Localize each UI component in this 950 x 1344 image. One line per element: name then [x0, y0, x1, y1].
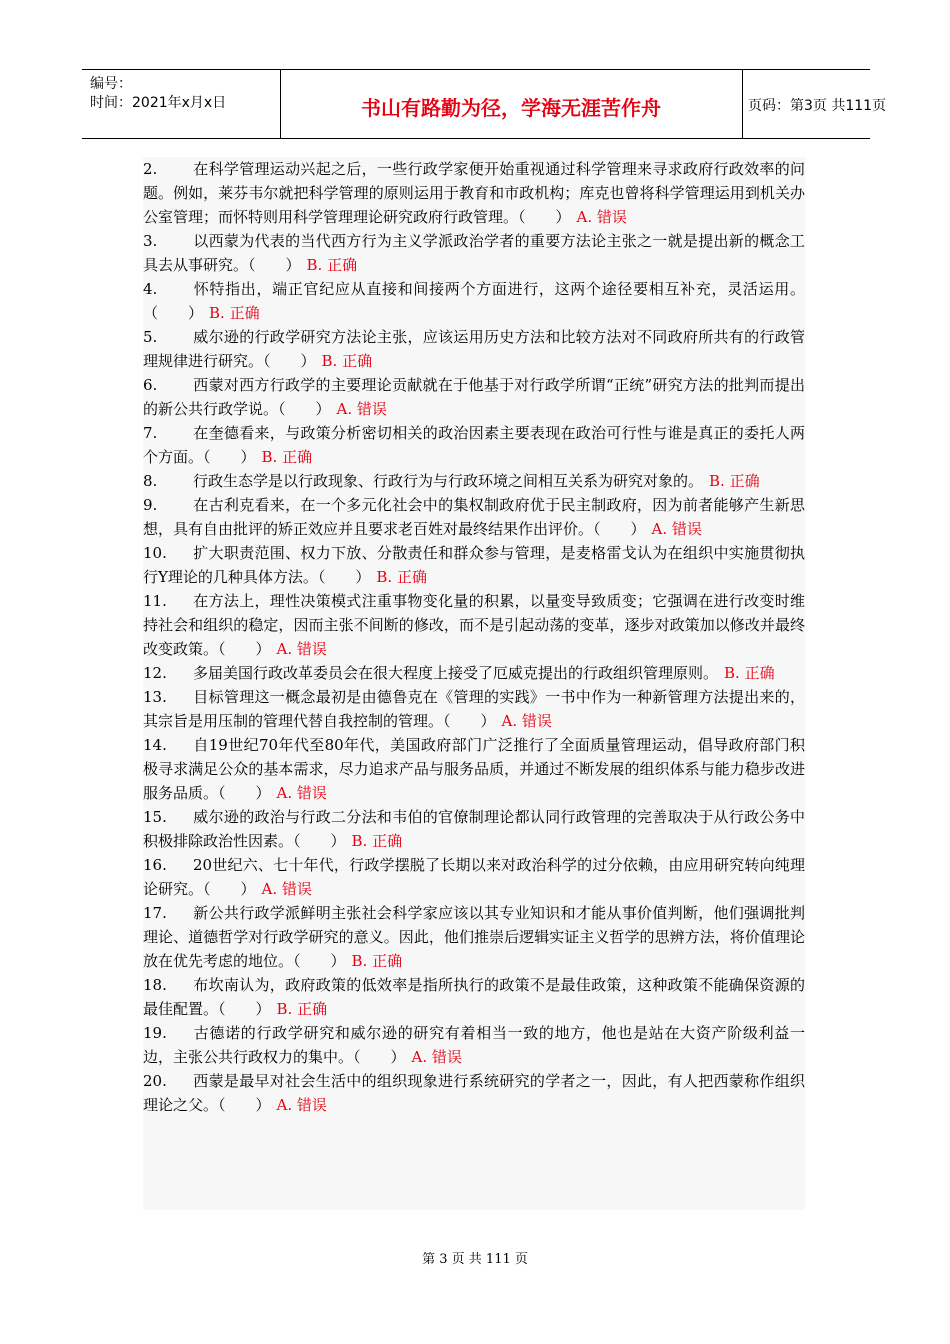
- answer-label: B. 正确: [351, 952, 403, 970]
- question-number: 14.: [143, 736, 167, 754]
- question-number: 3.: [143, 232, 158, 250]
- header-middle-cell: [280, 70, 743, 138]
- answer-label: A. 错误: [276, 640, 327, 658]
- answer-label: A. 错误: [261, 880, 312, 898]
- question-text: 西蒙是最早对社会生活中的组织现象进行系统研究的学者之一，因此，有人把西蒙称作组织理论之父。（ ）: [143, 1072, 805, 1114]
- answer-label: B. 正确: [709, 472, 760, 490]
- question-text: 扩大职责范围、权力下放、分散责任和群众参与管理，是麦格雷戈认为在组织中实施贯彻执行Y理论的几种具体方法。（ ）: [143, 544, 805, 586]
- answer-label: B. 正确: [351, 832, 403, 850]
- question-number: 16.: [143, 856, 167, 874]
- question-text: 威尔逊的政治与行政二分法和韦伯的官僚制理论都认同行政管理的完善取决于从行政公务中积极排除政治性因素。（ ）: [143, 808, 805, 850]
- answer-label: B. 正确: [276, 1000, 328, 1018]
- question-text: 以西蒙为代表的当代西方行为主义学派政治学者的重要方法论主张之一就是提出新的概念工具去从事研究。（ ）: [143, 232, 805, 274]
- question-item: [143, 589, 805, 661]
- header-left-cell: [82, 70, 281, 138]
- question-text: 怀特指出，端正官纪应从直接和间接两个方面进行，这两个途径要相互补充，灵活运用。（ ）: [143, 280, 805, 322]
- header-page-info: 页码：第3页 共111页: [748, 98, 887, 114]
- question-text: 多届美国行政改革委员会在很大程度上接受了厄威克提出的行政组织管理原则。: [193, 664, 719, 682]
- answer-label: A. 错误: [276, 784, 327, 802]
- question-text: 20世纪六、七十年代，行政学摆脱了长期以来对政治科学的过分依赖，由应用研究转向纯理论研究。（ ）: [143, 856, 805, 898]
- answer-label: B. 正确: [376, 568, 427, 586]
- answer-label: B. 正确: [724, 664, 775, 682]
- answer-label: B. 正确: [209, 304, 260, 322]
- question-number: 5.: [143, 328, 158, 346]
- answer-label: A. 错误: [651, 520, 702, 538]
- question-text: 自19世纪70年代至80年代，美国政府部门广泛推行了全面质量管理运动，倡导政府部门积极寻求满足公众的基本需求，尽力追求产品与服务品质，并通过不断发展的组织体系与能力稳步改进服务品质。（ ）: [143, 736, 805, 802]
- page-header: [82, 69, 887, 139]
- question-text: 在奎德看来，与政策分析密切相关的政治因素主要表现在政治可行性与谁是真正的委托人两个方面。（ ）: [143, 424, 805, 466]
- question-text: 古德诺的行政学研究和威尔逊的研究有着相当一致的地方，他也是站在大资产阶级利益一边，主张公共行政权力的集中。（ ）: [143, 1024, 805, 1066]
- question-item: [143, 325, 805, 373]
- question-number: 7.: [143, 424, 158, 442]
- question-number: 8.: [143, 472, 158, 490]
- header-right-cell: [742, 70, 887, 138]
- answer-label: A. 错误: [411, 1048, 462, 1066]
- question-text: 威尔逊的行政学研究方法论主张，应该运用历史方法和比较方法对不同政府所共有的行政管理规律进行研究。（ ）: [143, 328, 805, 370]
- question-text: 行政生态学是以行政现象、行政行为与行政环境之间相互关系为研究对象的。: [193, 472, 704, 490]
- question-item: [143, 277, 805, 325]
- document-number-label: 编号：: [90, 76, 132, 92]
- question-number: 11.: [143, 592, 167, 610]
- question-text: 西蒙对西方行政学的主要理论贡献就在于他基于对行政学所谓“正统”研究方法的批判而提出的新公共行政学说。（ ）: [143, 376, 805, 418]
- question-text: 在科学管理运动兴起之后，一些行政学家便开始重视通过科学管理来寻求政府行政效率的问题。例如，莱芬韦尔就把科学管理的原则运用于教育和市政机构；库克也曾将科学管理运用到机关办公室管理；而怀特则用科学管理理论研究政府行政管理。（ ）: [143, 160, 805, 226]
- question-item: [143, 373, 805, 421]
- question-number: 13.: [143, 688, 167, 706]
- question-number: 18.: [143, 976, 167, 994]
- question-item: [143, 733, 805, 805]
- question-number: 6.: [143, 376, 158, 394]
- question-number: 10.: [143, 544, 167, 562]
- question-number: 9.: [143, 496, 158, 514]
- question-number: 19.: [143, 1024, 167, 1042]
- date-label: 时间：2021年x月x日: [90, 95, 227, 111]
- question-item: [143, 541, 805, 589]
- question-item: [143, 157, 805, 229]
- question-text: 在方法上，理性决策模式注重事物变化量的积累，以量变导致质变；它强调在进行改变时维持社会和组织的稳定，因而主张不间断的修改，而不是引起动荡的变革，逐步对政策加以修改并最终改变政策。（ ）: [143, 592, 805, 658]
- question-item: [143, 901, 805, 973]
- question-item: [143, 661, 805, 685]
- question-item: [143, 1021, 805, 1069]
- question-list: [143, 157, 805, 1210]
- page-footer: 第 3 页 共 111 页: [422, 1252, 528, 1267]
- question-text: 新公共行政学派鲜明主张社会科学家应该以其专业知识和才能从事价值判断，他们强调批判理论、道德哲学对行政学研究的意义。因此，他们推崇后逻辑实证主义哲学的思辨方法，将价值理论放在优先考虑的地位。（ ）: [143, 904, 805, 970]
- question-text: 目标管理这一概念最初是由德鲁克在《管理的实践》一书中作为一种新管理方法提出来的，其宗旨是用压制的管理代替自我控制的管理。（ ）: [143, 688, 805, 730]
- answer-label: A. 错误: [501, 712, 552, 730]
- answer-label: B. 正确: [261, 448, 313, 466]
- question-number: 17.: [143, 904, 167, 922]
- answer-label: A. 错误: [276, 1096, 327, 1114]
- question-item: [143, 469, 805, 493]
- question-item: [143, 973, 805, 1021]
- question-item: [143, 805, 805, 853]
- header-motto: 书山有路勤为径，学海无涯苦作舟: [361, 96, 661, 120]
- answer-label: A. 错误: [576, 208, 627, 226]
- question-text: 布坎南认为，政府政策的低效率是指所执行的政策不是最佳政策，这种政策不能确保资源的最佳配置。（ ）: [143, 976, 805, 1018]
- answer-label: A. 错误: [336, 400, 387, 418]
- answer-label: B. 正确: [306, 256, 358, 274]
- question-item: [143, 685, 805, 733]
- question-number: 15.: [143, 808, 167, 826]
- question-number: 2.: [143, 160, 158, 178]
- question-item: [143, 421, 805, 469]
- question-item: [143, 1069, 805, 1117]
- question-number: 12.: [143, 664, 167, 682]
- question-item: [143, 853, 805, 901]
- question-number: 20.: [143, 1072, 167, 1090]
- question-item: [143, 493, 805, 541]
- answer-label: B. 正确: [321, 352, 373, 370]
- question-item: [143, 229, 805, 277]
- question-number: 4.: [143, 280, 158, 298]
- question-text: 在古利克看来，在一个多元化社会中的集权制政府优于民主制政府，因为前者能够产生新思想，具有自由批评的矫正效应并且要求老百姓对最终结果作出评价。（ ）: [143, 496, 805, 538]
